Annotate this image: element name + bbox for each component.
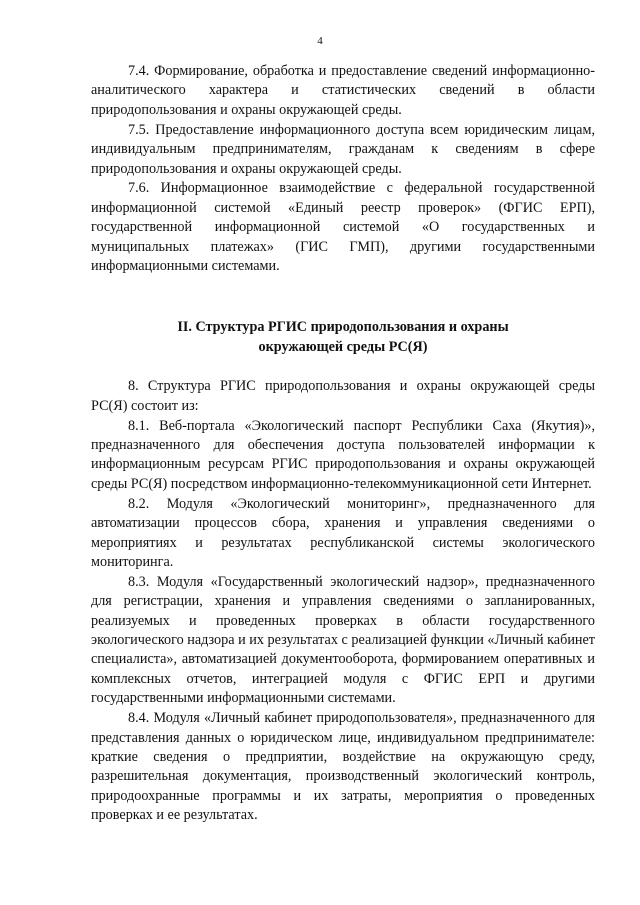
paragraph-8: 8. Структура РГИС природопользования и охраны окружающей среды РС(Я) состоит из: [91, 378, 595, 414]
paragraph-8-2: 8.2. Модуля «Экологический мониторинг», предназначенного для автоматизации процессов сбора, хранения и управления сведениями о мероприятиях и результатах республиканской системы экологического мониторинга. [91, 495, 595, 570]
document-body [91, 62, 595, 826]
paragraph-8-3: 8.3. Модуля «Государственный экологический надзор», предназначенного для регистрации, хранения и управления сведениями о запланированных, реализуемых и проведенных проверках в области государственного экологического надзора и их результатах с реализацией функции «Личный кабинет специалиста», автоматизацией документооборота, формированием оперативных и комплексных отчетов, интеграцией модуля с ФГИС ЕРП и другими государственными информационными системами. [91, 573, 595, 707]
paragraph-7-5: 7.5. Предоставление информационного доступа всем юридическим лицам, индивидуальным предпринимателям, гражданам к сведениям в сфере природопользования и охраны окружающей среды. [91, 121, 595, 177]
page-number: 4 [317, 35, 323, 47]
section-heading [91, 318, 595, 357]
paragraph-8-4: 8.4. Модуля «Личный кабинет природопользователя», предназначенного для представления данных о юридическом лице, индивидуальном предпринимателе: краткие сведения о предприятии, воздействие на окружающую среду, разрешительная документация, производственный экологический контроль, природоохранные программы и их затраты, мероприятия о проведенных проверках и ее результатах. [91, 710, 595, 824]
paragraph-8-1: 8.1. Веб-портала «Экологический паспорт Республики Саха (Якутия)», предназначенного для обеспечения доступа пользователей информации к информационным ресурсам РГИС природопользования и охраны окружающей среды РС(Я) посредством информационно-телекоммуникационной сети Интернет. [91, 417, 595, 492]
paragraph-7-6: 7.6. Информационное взаимодействие с федеральной государственной информационной системой «Единый реестр проверок» (ФГИС ЕРП), государственной информационной системой «О государственных и муниципальных платежах» (ГИС ГМП), другими государственными информационными системами. [91, 180, 595, 275]
paragraph-7-4: 7.4. Формирование, обработка и предоставление сведений информационно-аналитического характера и статистических сведений в области природопользования и охраны окружающей среды. [91, 63, 595, 118]
section-heading-line-1: II. Структура РГИС природопользования и охраны [177, 319, 509, 336]
section-heading-line-2: окружающей среды РС(Я) [258, 338, 428, 355]
